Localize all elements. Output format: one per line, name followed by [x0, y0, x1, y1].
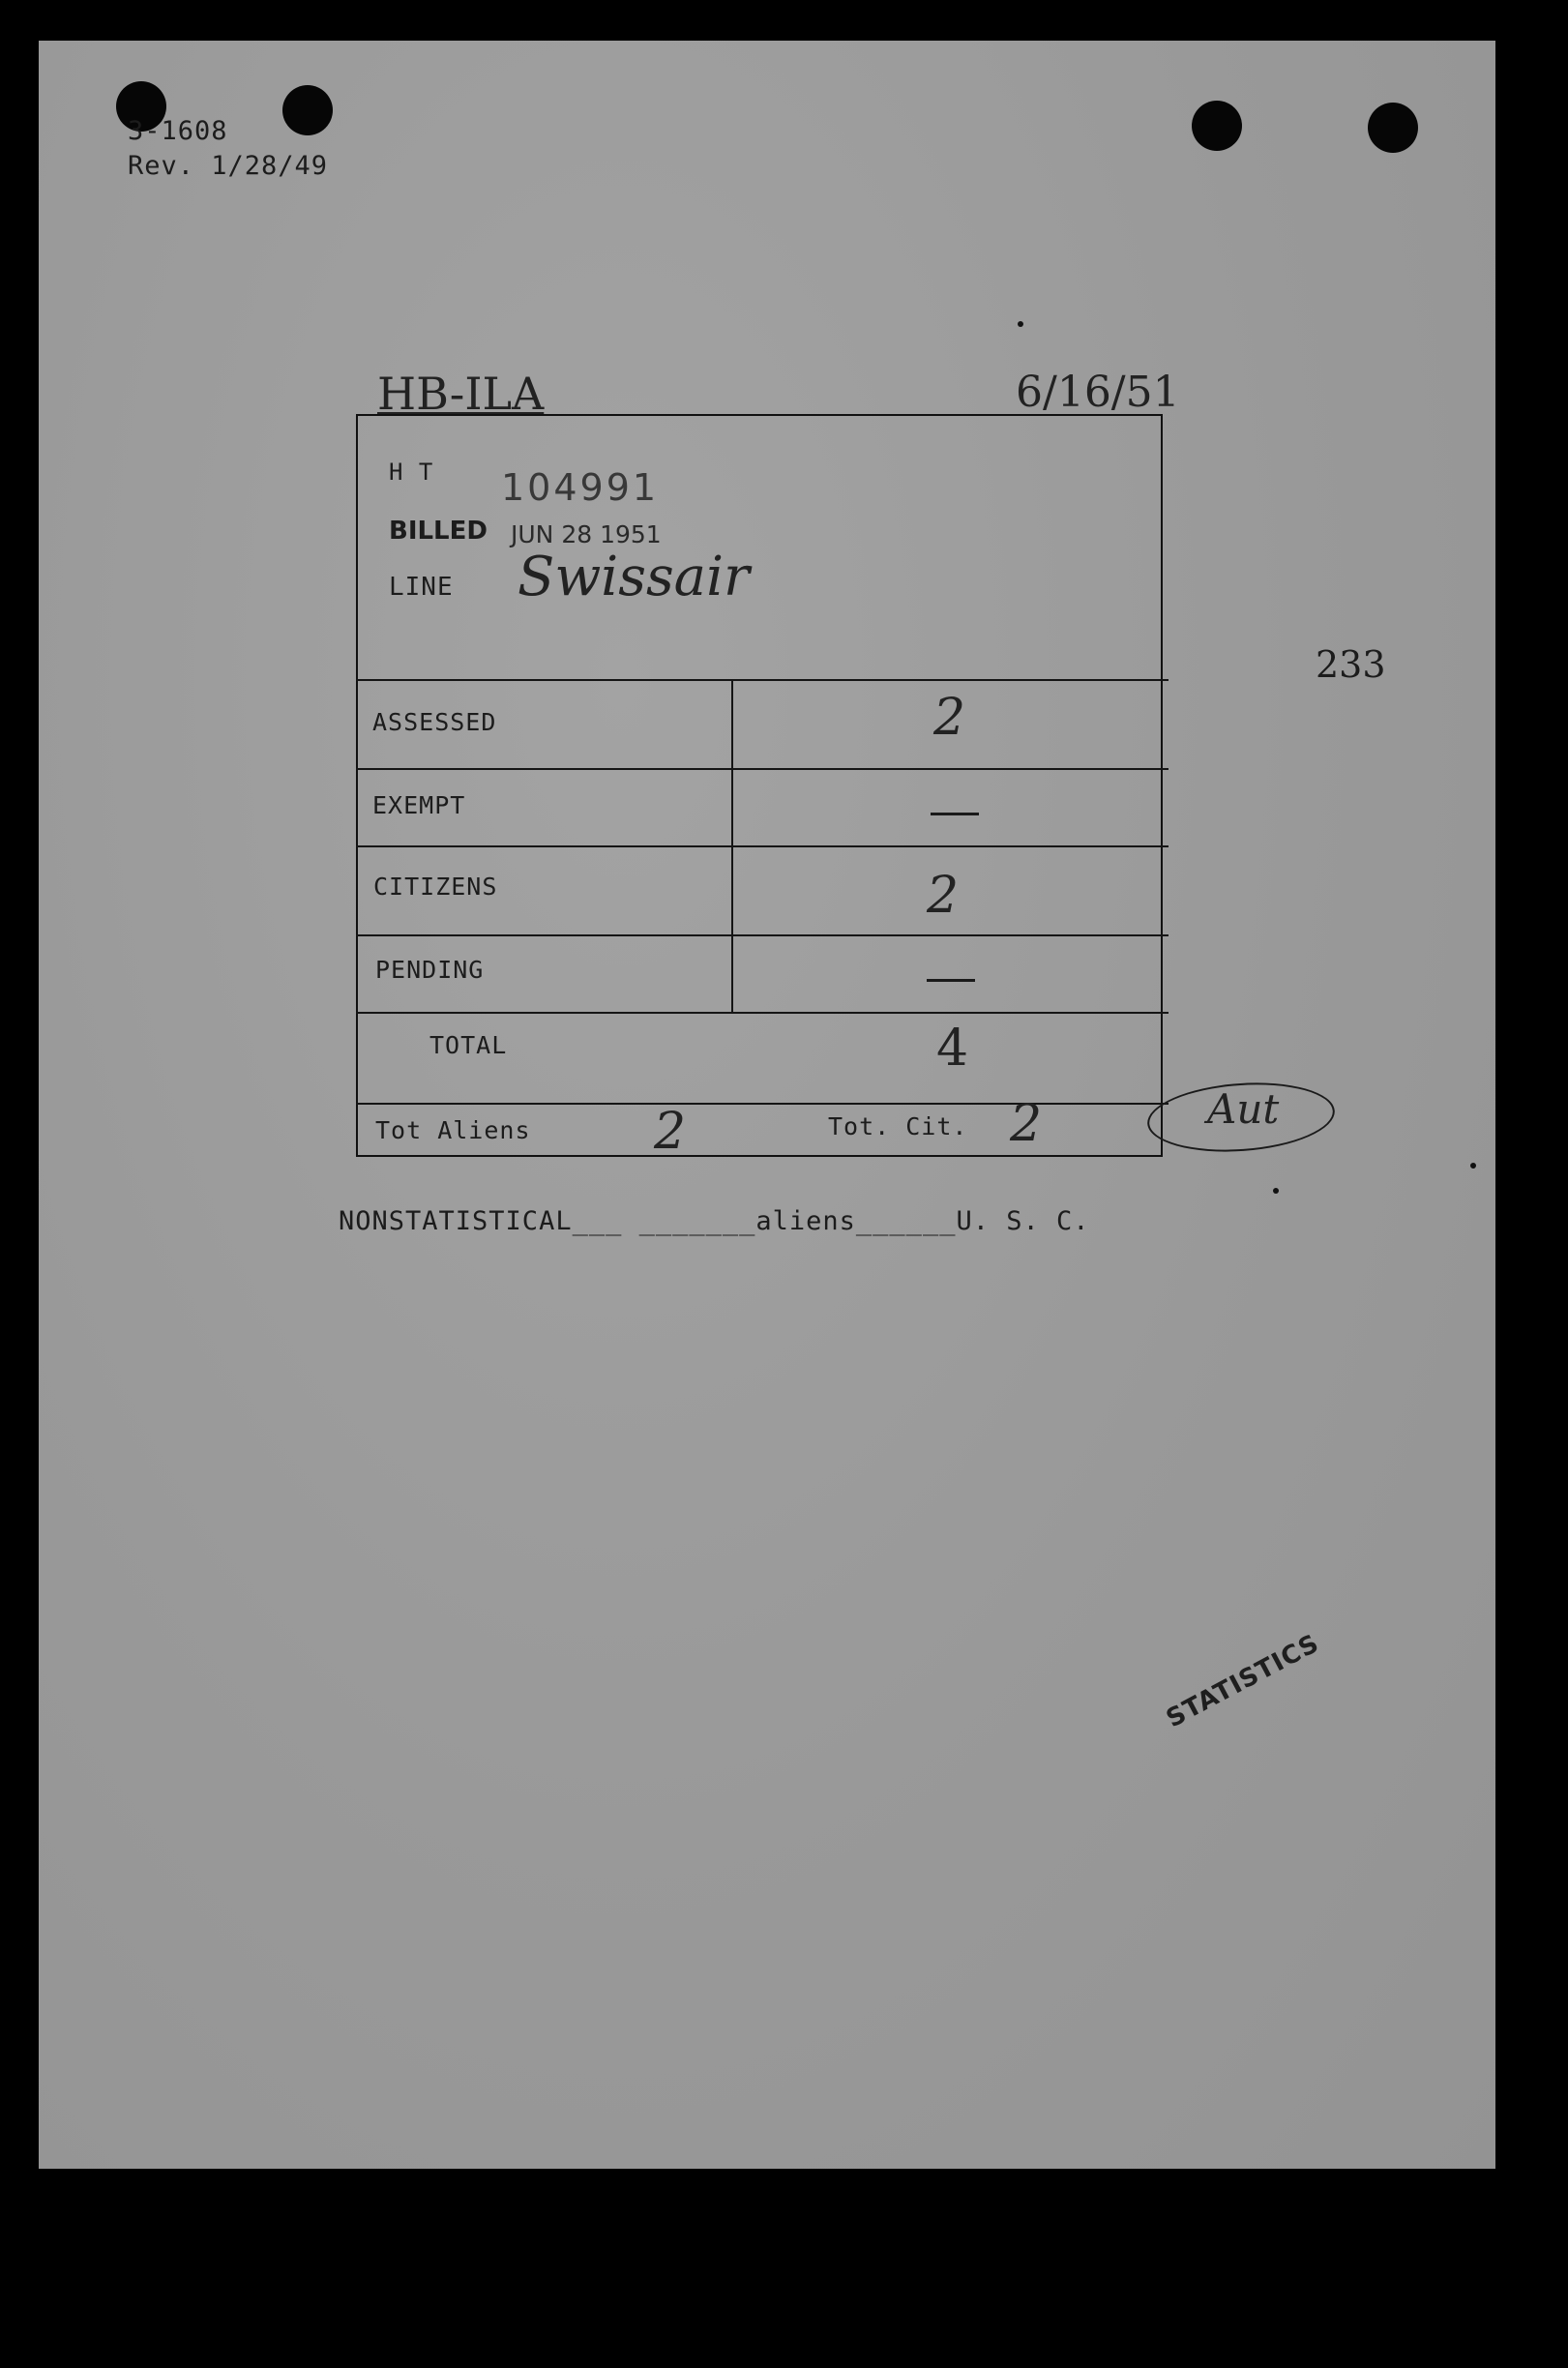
ht-label: H T	[389, 459, 434, 486]
billed-label: BILLED	[389, 517, 488, 546]
nonstatistical-line: NONSTATISTICAL___ _______aliens______U. S. C.	[339, 1206, 1090, 1236]
speck-2	[1470, 1163, 1476, 1169]
total-label: TOTAL	[429, 1031, 508, 1059]
statistics-stamp: STATISTICS	[1161, 1628, 1325, 1734]
speck-1	[1018, 321, 1023, 327]
row-label-pending: PENDING	[375, 956, 485, 984]
row-label-assessed: ASSESSED	[372, 708, 497, 736]
tot-aliens-label: Tot Aliens	[375, 1116, 531, 1144]
row-value-assessed: 2	[933, 689, 966, 747]
row-dash-pending	[927, 979, 975, 982]
tot-aliens-value: 2	[654, 1103, 687, 1161]
line-value: Swissair	[518, 546, 750, 608]
form-number: 3-1608	[128, 116, 228, 146]
tot-cit-label: Tot. Cit.	[828, 1112, 968, 1140]
row-label-exempt: EXEMPT	[372, 791, 466, 819]
ht-number: 104991	[501, 466, 660, 509]
document-page	[39, 41, 1495, 2169]
handwritten-date: 6/16/51	[1016, 368, 1180, 417]
page-number: 233	[1316, 643, 1386, 686]
billed-date-stamp: JUN 28 1951	[511, 520, 662, 548]
total-value: 4	[936, 1020, 969, 1078]
form-revision: Rev. 1/28/49	[128, 151, 329, 181]
punch-hole-top-left-2	[282, 85, 333, 135]
divider-row-3	[356, 934, 1169, 936]
row-label-citizens: CITIZENS	[373, 873, 498, 901]
handwritten-code: HB-ILA	[377, 368, 545, 420]
divider-total	[356, 1103, 1169, 1105]
speck-3	[1273, 1188, 1279, 1194]
row-value-citizens: 2	[927, 867, 960, 925]
punch-hole-top-right	[1192, 101, 1242, 151]
divider-row-2	[356, 845, 1169, 847]
divider-header	[356, 679, 1169, 681]
row-dash-exempt	[931, 813, 979, 815]
column-divider	[731, 679, 733, 1012]
divider-row-4	[356, 1012, 1169, 1014]
divider-row-1	[356, 768, 1169, 770]
line-label: LINE	[389, 573, 454, 602]
tot-cit-value: 2	[1010, 1095, 1043, 1153]
handwritten-initials: Aut	[1207, 1085, 1280, 1133]
punch-hole-top-right-2	[1368, 103, 1418, 153]
